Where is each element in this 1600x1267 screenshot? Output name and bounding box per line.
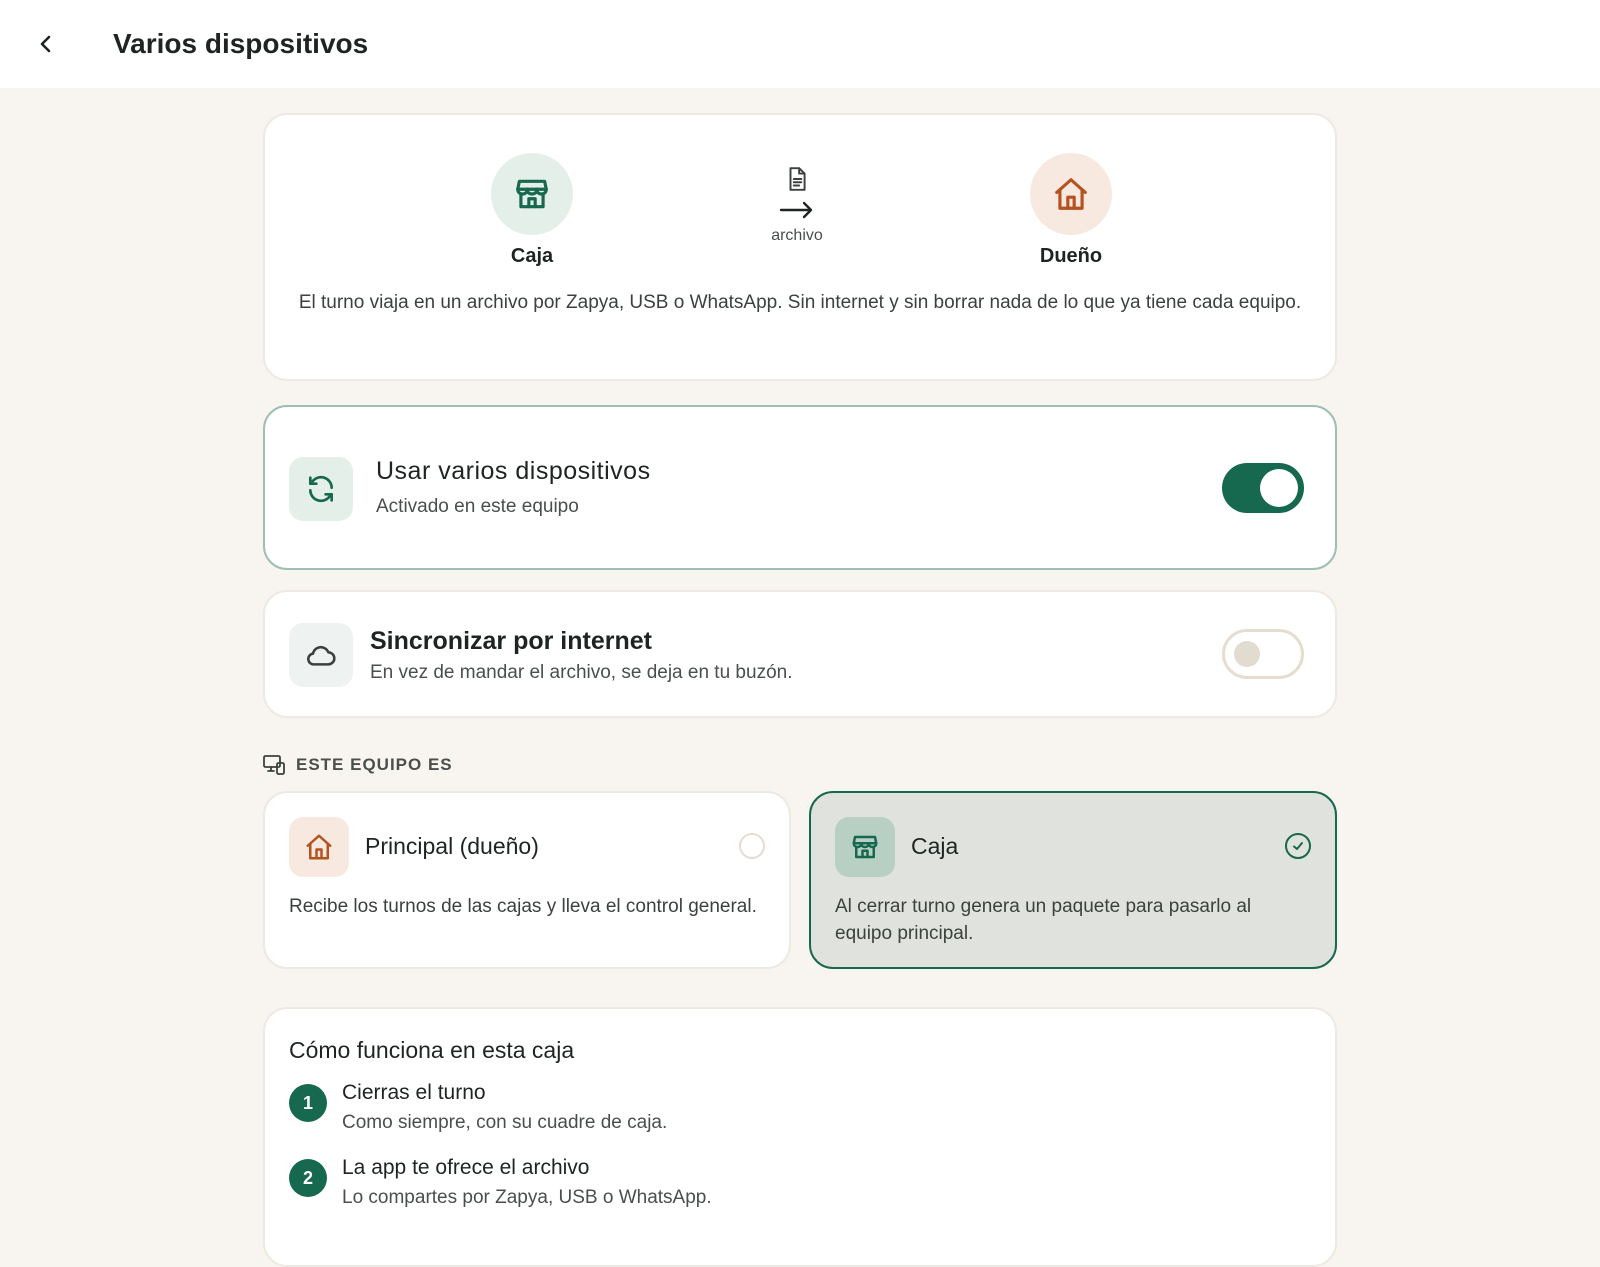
role-title: Caja <box>911 833 959 859</box>
section-label: ESTE EQUIPO ES <box>296 755 453 774</box>
toggle-knob <box>1234 641 1260 667</box>
step-title: La app te ofrece el archivo <box>342 1156 590 1179</box>
multi-device-subtitle: Activado en este equipo <box>376 496 579 517</box>
file-icon <box>784 165 810 193</box>
check-icon <box>1291 839 1305 853</box>
transfer-diagram-card <box>263 113 1337 381</box>
cloud-icon <box>289 623 353 687</box>
multi-device-toggle[interactable] <box>1222 463 1304 513</box>
how-it-works-title: Cómo funciona en esta caja <box>289 1037 575 1063</box>
role-option-caja[interactable] <box>809 791 1337 969</box>
internet-sync-toggle[interactable] <box>1222 629 1304 679</box>
device-role-section-header <box>262 754 453 776</box>
page-title: Varios dispositivos <box>113 28 369 59</box>
home-icon <box>1030 153 1112 235</box>
radio-unselected[interactable] <box>739 833 765 859</box>
step-number: 2 <box>289 1159 327 1197</box>
internet-sync-card <box>263 590 1337 718</box>
transfer-description: El turno viaja en un archivo por Zapya, USB o WhatsApp. Sin internet y sin borrar nada de lo que ya tiene cada equipo. <box>298 292 1302 313</box>
chevron-left-icon <box>34 32 58 56</box>
multi-device-card <box>263 405 1337 570</box>
to-label: Dueño <box>1039 245 1103 267</box>
from-label: Caja <box>510 245 554 267</box>
multi-device-title: Usar varios dispositivos <box>376 457 651 485</box>
how-it-works-card <box>263 1007 1337 1267</box>
back-button[interactable] <box>24 22 68 66</box>
store-icon <box>835 817 895 877</box>
devices-icon <box>262 754 286 776</box>
home-icon <box>289 817 349 877</box>
radio-selected[interactable] <box>1285 833 1311 859</box>
transfer-indicator <box>727 165 867 245</box>
top-bar <box>0 0 1600 88</box>
internet-sync-subtitle: En vez de mandar el archivo, se deja en tu buzón. <box>370 662 793 683</box>
from-node <box>452 153 612 268</box>
role-description: Recibe los turnos de las cajas y lleva el control general. <box>289 896 757 917</box>
role-option-principal[interactable] <box>263 791 791 969</box>
transfer-label: archivo <box>771 227 823 244</box>
arrow-right-icon <box>777 198 817 222</box>
role-title: Principal (dueño) <box>365 833 539 859</box>
step-number: 1 <box>289 1084 327 1122</box>
store-icon <box>491 153 573 235</box>
role-description: Al cerrar turno genera un paquete para pasarlo al equipo principal. <box>835 896 1252 944</box>
internet-sync-title: Sincronizar por internet <box>370 627 652 655</box>
toggle-knob <box>1260 469 1298 507</box>
step-title: Cierras el turno <box>342 1081 486 1104</box>
step-subtitle: Lo compartes por Zapya, USB o WhatsApp. <box>342 1187 712 1208</box>
sync-icon <box>289 457 353 521</box>
to-node <box>991 153 1151 268</box>
step-subtitle: Como siempre, con su cuadre de caja. <box>342 1112 668 1133</box>
